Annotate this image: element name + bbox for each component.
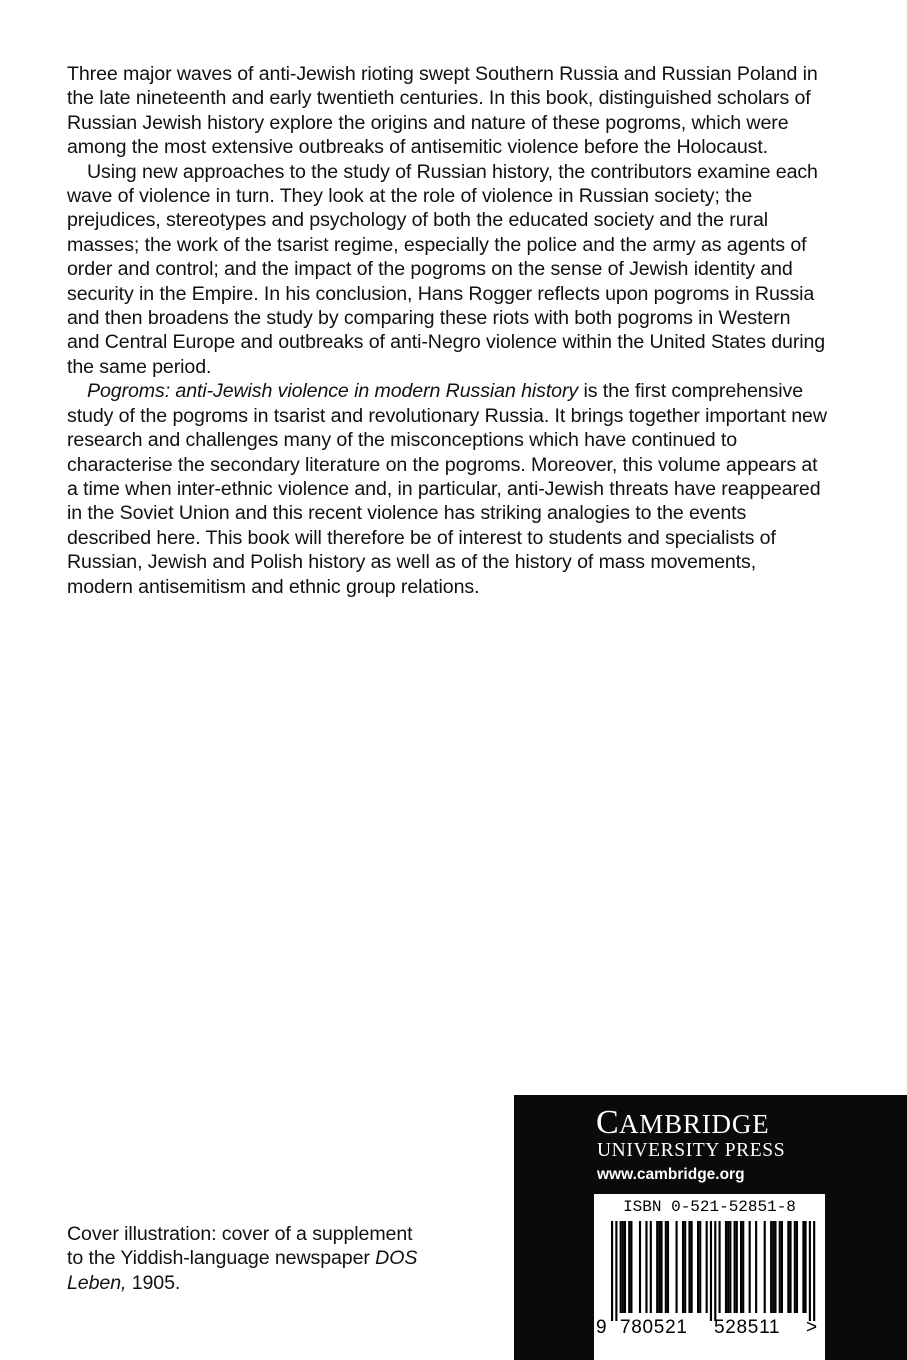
barcode-bar (714, 1221, 716, 1321)
barcode-bar (809, 1221, 811, 1321)
barcode-bar (611, 1221, 613, 1321)
barcode-bar (734, 1221, 736, 1313)
publisher-subtitle: UNIVERSITY PRESS (597, 1140, 786, 1161)
barcode-bar (688, 1221, 690, 1313)
barcode-bar (764, 1221, 766, 1313)
barcode-bar (645, 1221, 647, 1313)
barcode-bar (682, 1221, 684, 1313)
barcode-bar (620, 1221, 622, 1313)
caption-year: 1905. (126, 1271, 181, 1294)
barcode-bar (787, 1221, 789, 1313)
barcode-bar (727, 1221, 729, 1313)
back-cover-blurb (67, 62, 827, 599)
barcode-bar (658, 1221, 660, 1313)
barcode-bar (624, 1221, 626, 1313)
barcode-bar (813, 1221, 815, 1321)
barcode-bar (650, 1221, 652, 1313)
barcode-bar (779, 1221, 781, 1313)
barcode-bar (684, 1221, 686, 1313)
blurb-paragraph-1: Three major waves of anti-Jewish rioting swept Southern Russia and Russian Poland in the late nineteenth and early twentieth centuries. In this book, distinguished scholars of Russian Jewish history explore the origins and nature of these pogroms, which were among the most extensive outbreaks of antisemitic violence before the Holocaust. (67, 63, 818, 159)
barcode-bar (628, 1221, 630, 1313)
newspaper-name: DOS Leben, (67, 1247, 418, 1294)
publisher-website: www.cambridge.org (597, 1166, 745, 1183)
isbn-barcode (594, 1194, 825, 1360)
barcode-bar (794, 1221, 796, 1313)
barcode-bar (796, 1221, 798, 1313)
barcode-bar (755, 1221, 757, 1313)
barcode-bar (770, 1221, 772, 1313)
barcode-bar (622, 1221, 624, 1313)
barcode-bar (719, 1221, 721, 1313)
barcode-bar (729, 1221, 731, 1313)
barcode-bar (781, 1221, 783, 1313)
barcode-bar (740, 1221, 742, 1313)
barcode-bar (736, 1221, 738, 1313)
isbn-label: ISBN 0-521-52851-8 (623, 1198, 796, 1216)
svg-text:AMBRIDGE: AMBRIDGE (619, 1109, 770, 1139)
caption-text: Cover illustration: cover of a supplement to the Yiddish-language newspaper (67, 1223, 413, 1270)
publisher-logo-wordmark (596, 1103, 828, 1141)
barcode-first-digit: 9 (596, 1317, 608, 1338)
barcode-bar (749, 1221, 751, 1313)
barcode-bar (697, 1221, 699, 1313)
barcode-bar (789, 1221, 791, 1313)
barcode-bar (639, 1221, 641, 1313)
barcode-bar (660, 1221, 662, 1313)
barcode-bar (725, 1221, 727, 1313)
barcode-bar (667, 1221, 669, 1313)
barcode-bar (676, 1221, 678, 1313)
blurb-paragraph-3-text: is the first comprehensive study of the pogroms in tsarist and revolutionary Russia. It brings together important new research and challenges many of the misconceptions which have continued to characterise the secondary literature on the pogroms. Moreover, this volume appears at a time when inter-ethnic violence and, in particular, anti-Jewish threats have reappeared in the Soviet Union and this recent violence has striking analogies to the events described here. This book will therefore be of interest to students and specialists of Russian, Jewish and Polish history as well as of the history of mass movements, modern antisemitism and ethnic group relations. (67, 380, 827, 598)
barcode-bar (805, 1221, 807, 1313)
barcode-bar (802, 1221, 804, 1313)
cover-illustration-caption (67, 1222, 427, 1295)
barcode-left-group: 780521 (620, 1317, 688, 1338)
barcode-bar (742, 1221, 744, 1313)
barcode-bars-icon (594, 1221, 825, 1321)
barcode-bar (615, 1221, 617, 1321)
barcode-bar (691, 1221, 693, 1313)
barcode-right-group: 528511 (714, 1317, 781, 1338)
barcode-bar (706, 1221, 708, 1313)
blurb-paragraph-3 (67, 379, 827, 599)
barcode-bar (656, 1221, 658, 1313)
blurb-paragraph-2: Using new approaches to the study of Russian history, the contributors examine each wave of violence in turn. They look at the role of violence in Russian society; the prejudices, stereotypes and psychology of both the educated society and the rural masses; the work of the tsarist regime, especially the police and the army as agents of order and control; and the impact of the pogroms on the sense of Jewish identity and security in the Empire. In his conclusion, Hans Rogger reflects upon pogroms in Russia and then broadens the study by comparing these riots with both pogroms in Western and Central Europe and outbreaks of anti-Negro violence within the United States during the same period. (67, 160, 826, 378)
barcode-quiet-zone-arrow: > (806, 1317, 818, 1338)
barcode-bar (772, 1221, 774, 1313)
publisher-panel (514, 1095, 907, 1360)
barcode-bar (710, 1221, 712, 1321)
barcode-bar (699, 1221, 701, 1313)
barcode-bar (665, 1221, 667, 1313)
book-title: Pogroms: anti-Jewish violence in modern Russian history (87, 380, 579, 403)
barcode-bar (630, 1221, 632, 1313)
barcode-bar (774, 1221, 776, 1313)
svg-text:C: C (596, 1104, 620, 1141)
